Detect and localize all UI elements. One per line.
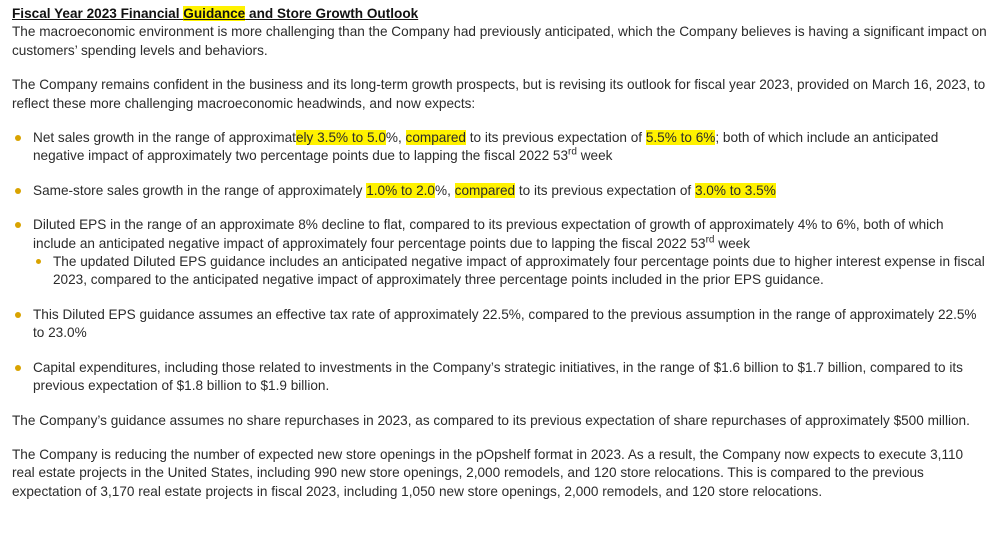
intro-paragraph: The macroeconomic environment is more challenging than the Company had previously anticipated, which the Company believes is having a significant impact on customers’ spending levels and behaviors. <box>12 24 987 58</box>
text: Diluted EPS in the range of an approximate 8% decline to flat, compared to its previous expectation of growth of approximately 4% to 6%, both of which include an anticipated negative impact of approximately four percentage points due to lapping the fiscal 2022 53 <box>33 217 944 251</box>
title-text: Fiscal Year 2023 Financial <box>12 6 184 21</box>
text: week <box>576 148 613 164</box>
text: to its previous expectation of <box>466 130 646 146</box>
text: ; both of which include an anticipated negative impact of approximately two percentage points due to lapping the fiscal 2022 53 <box>33 130 939 164</box>
text: Net sales growth in the range of approximat <box>33 130 296 146</box>
title-highlight: Guidance <box>183 6 246 21</box>
store-openings-paragraph: The Company is reducing the number of expected new store openings in the pOpshelf format in 2023. As a result, the Company now expects to execute 3,110 real estate projects in the United States, including 990 new store openings, 2,000 remodels, and 120 store relocations. This is compared to the previous expectation of 3,170 real estate projects in fiscal 2023, including 1,050 new store openings, 2,000 remodels, and 120 store relocations. <box>12 446 964 499</box>
list-item-capex: Capital expenditures, including those related to investments in the Company’s strategic initiatives, in the range of $1.6 billion to $1.7 billion, compared to its previous expectation of $1.8 billion to $1.9 billion. <box>12 359 987 396</box>
highlight: ely 3.5% to 5.0 <box>295 130 386 146</box>
sublist-item-eps-interest: The updated Diluted EPS guidance includes an anticipated negative impact of approximately four percentage points due to higher interest expense in fiscal 2023, compared to the anticipated negative impact of approximately three percentage points included in the prior EPS guidance. <box>33 253 987 290</box>
highlight: 5.5% to 6% <box>645 130 716 146</box>
document-page <box>12 5 987 501</box>
section-title <box>12 5 987 23</box>
eps-sublist <box>33 253 987 290</box>
superscript: rd <box>705 234 715 246</box>
title-text-end: and Store Growth Outlook <box>245 6 419 21</box>
text: to its previous expectation of <box>515 182 695 198</box>
text: Same-store sales growth in the range of approximately <box>33 182 367 198</box>
list-item-same-store-sales <box>12 182 987 200</box>
list-item-tax-rate: This Diluted EPS guidance assumes an effective tax rate of approximately 22.5%, compared to the previous assumption in the range of approximately 22.5% to 23.0% <box>12 306 987 343</box>
highlight: 1.0% to 2.0 <box>366 182 435 198</box>
guidance-list <box>12 129 987 395</box>
share-repurchase-paragraph: The Company’s guidance assumes no share repurchases in 2023, as compared to its previous expectation of share repurchases of approximately $500 million. <box>12 412 970 428</box>
text: %, <box>385 130 406 146</box>
highlight: compared <box>454 182 516 198</box>
outlook-paragraph: The Company remains confident in the business and its long-term growth prospects, but is revising its outlook for fiscal year 2023, provided on March 16, 2023, to reflect these more challenging macroeconomic headwinds, and now expects: <box>12 77 986 111</box>
list-item-diluted-eps <box>12 216 987 290</box>
list-item-net-sales <box>12 129 987 166</box>
text: week <box>714 235 751 251</box>
superscript: rd <box>568 146 577 158</box>
highlight: 3.0% to 3.5% <box>694 182 776 198</box>
text: %, <box>435 182 455 198</box>
highlight: compared <box>405 130 466 146</box>
